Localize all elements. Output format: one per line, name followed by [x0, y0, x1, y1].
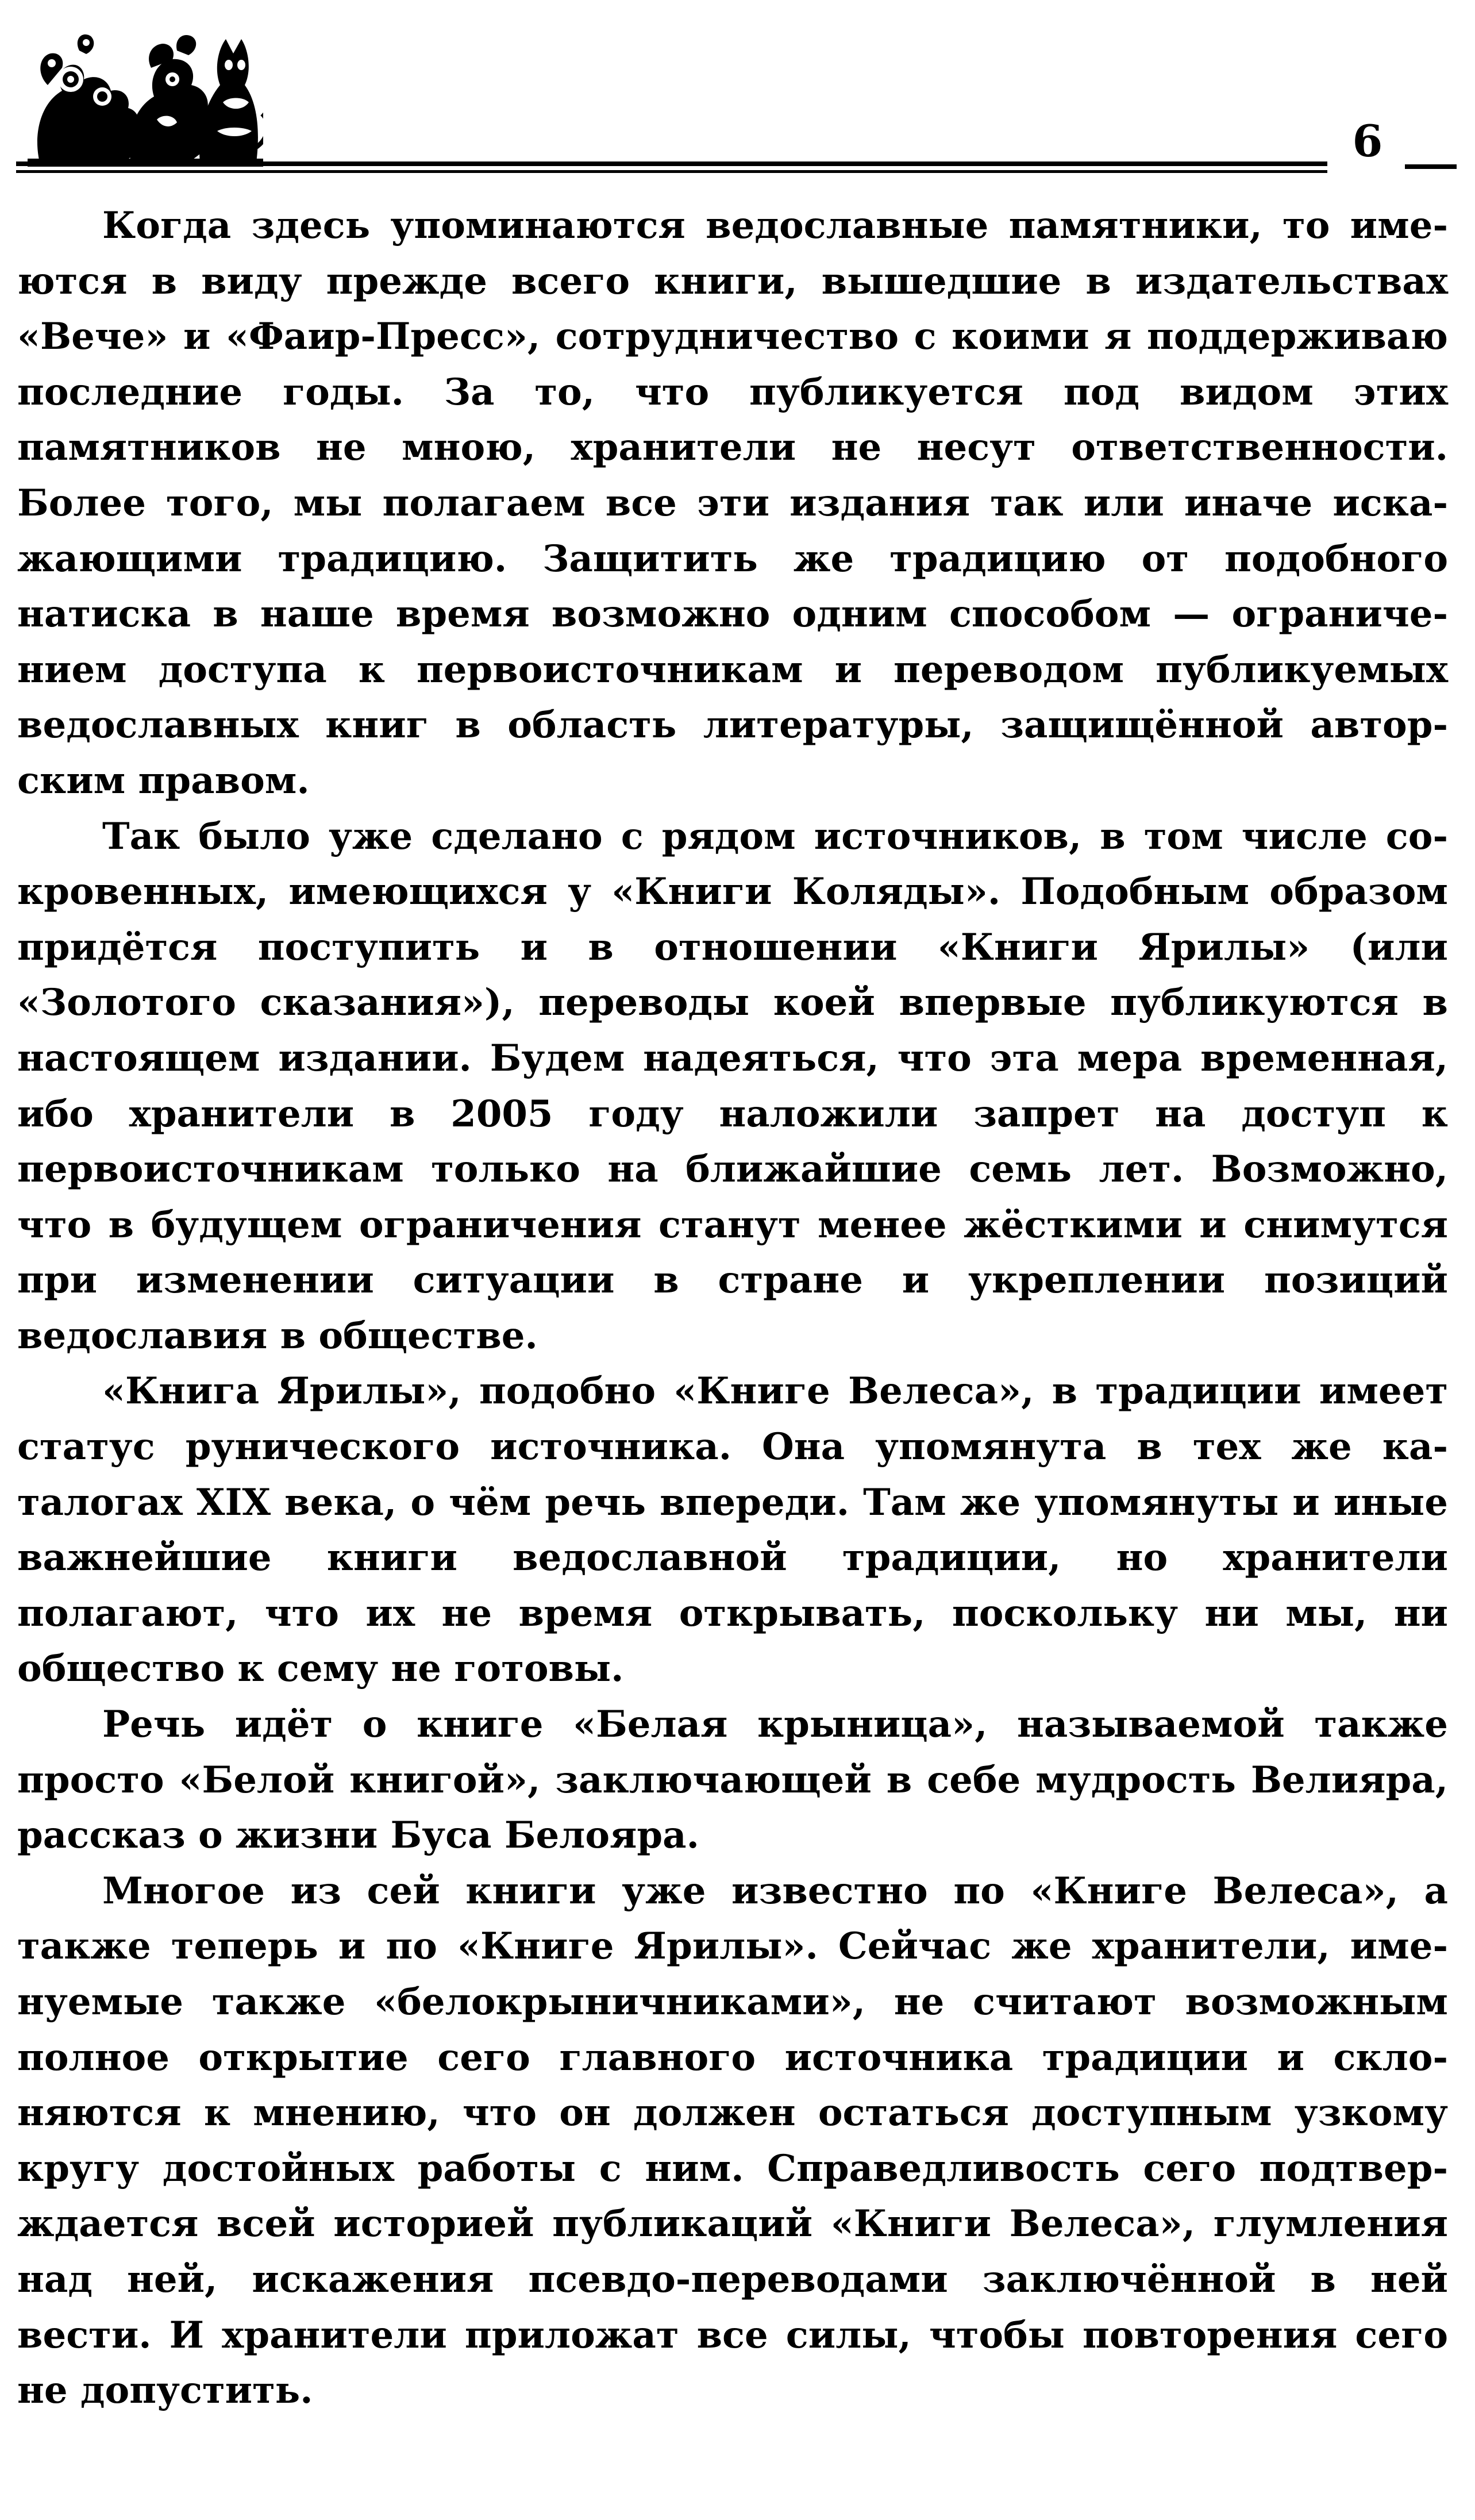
page-number-rule [1405, 164, 1457, 169]
paragraph-1: Когда здесь упоминаются ведославные памятники, то имеются в виду прежде всего книги, вышедшие в издательствах «Вече» и «Фаир-Пресс», сотрудничество с коими я поддерживаю последние годы. За то, что публикуется под видом этих памятников не мною, хранители не несут ответственности. Более того, мы полагаем все эти издания так или иначе искажающими традицию. Защитить же традицию от подобного натиска в наше время возможно одним способом — ограничением доступа к первоисточникам и переводом публикуемых ведославных книг в область литературы, защищённой авторским правом. [17, 204, 1448, 802]
heraldic-beasts-ornament-icon [16, 16, 263, 183]
paragraph-4: Речь идёт о книге «Белая крыница», называемой также просто «Белой книгой», заключающей в себе мудрость Велияра, рассказ о жизни Буса Белояра. [17, 1703, 1448, 1857]
header-rule [16, 161, 1327, 166]
paragraph-3: «Книга Ярилы», подобно «Книге Велеса», в традиции имеет статус рунического источника. Она упомянута в тех же каталогах XIX века, о чём речь впереди. Там же упомянуты и иные важнейшие книги ведославной традиции, но хранители полагают, что их не время открывать, поскольку ни мы, ни общество к сему не готовы. [17, 1369, 1448, 1691]
header-rule-secondary [16, 170, 1327, 173]
paragraph-2: Так было уже сделано с рядом источников, в том числе сокровенных, имеющихся у «Книги Коляды». Подобным образом придётся поступить и в отношении «Книги Ярилы» (или «Золотого сказания»), переводы коей впервые публикуются в настоящем издании. Будем надеяться, что эта мера временная, ибо хранители в 2005 году наложили запрет на доступ к первоисточникам только на ближайшие семь лет. Возможно, что в будущем ограничения станут менее жёсткими и снимутся при изменении ситуации в стране и укреплении позиций ведославия в обществе. [17, 814, 1448, 1357]
body-text [17, 198, 1448, 2419]
paragraph-5: Многое из сей книги уже известно по «Книге Велеса», а также теперь и по «Книге Ярилы». Сейчас же хранители, именуемые также «белокрыничниками», не считают возможным полное открытие сего главного источника традиции и склоняются к мнению, что он должен остаться доступным узкому кругу достойных работы с ним. Справедливость сего подтверждается всей историей публикаций «Книги Велеса», глумления над ней, искажения псевдо-переводами заключённой в ней вести. И хранители приложат все силы, чтобы повторения сего не допустить. [17, 1869, 1448, 2413]
page-header [0, 0, 1475, 195]
page-number: 6 [1352, 116, 1383, 167]
